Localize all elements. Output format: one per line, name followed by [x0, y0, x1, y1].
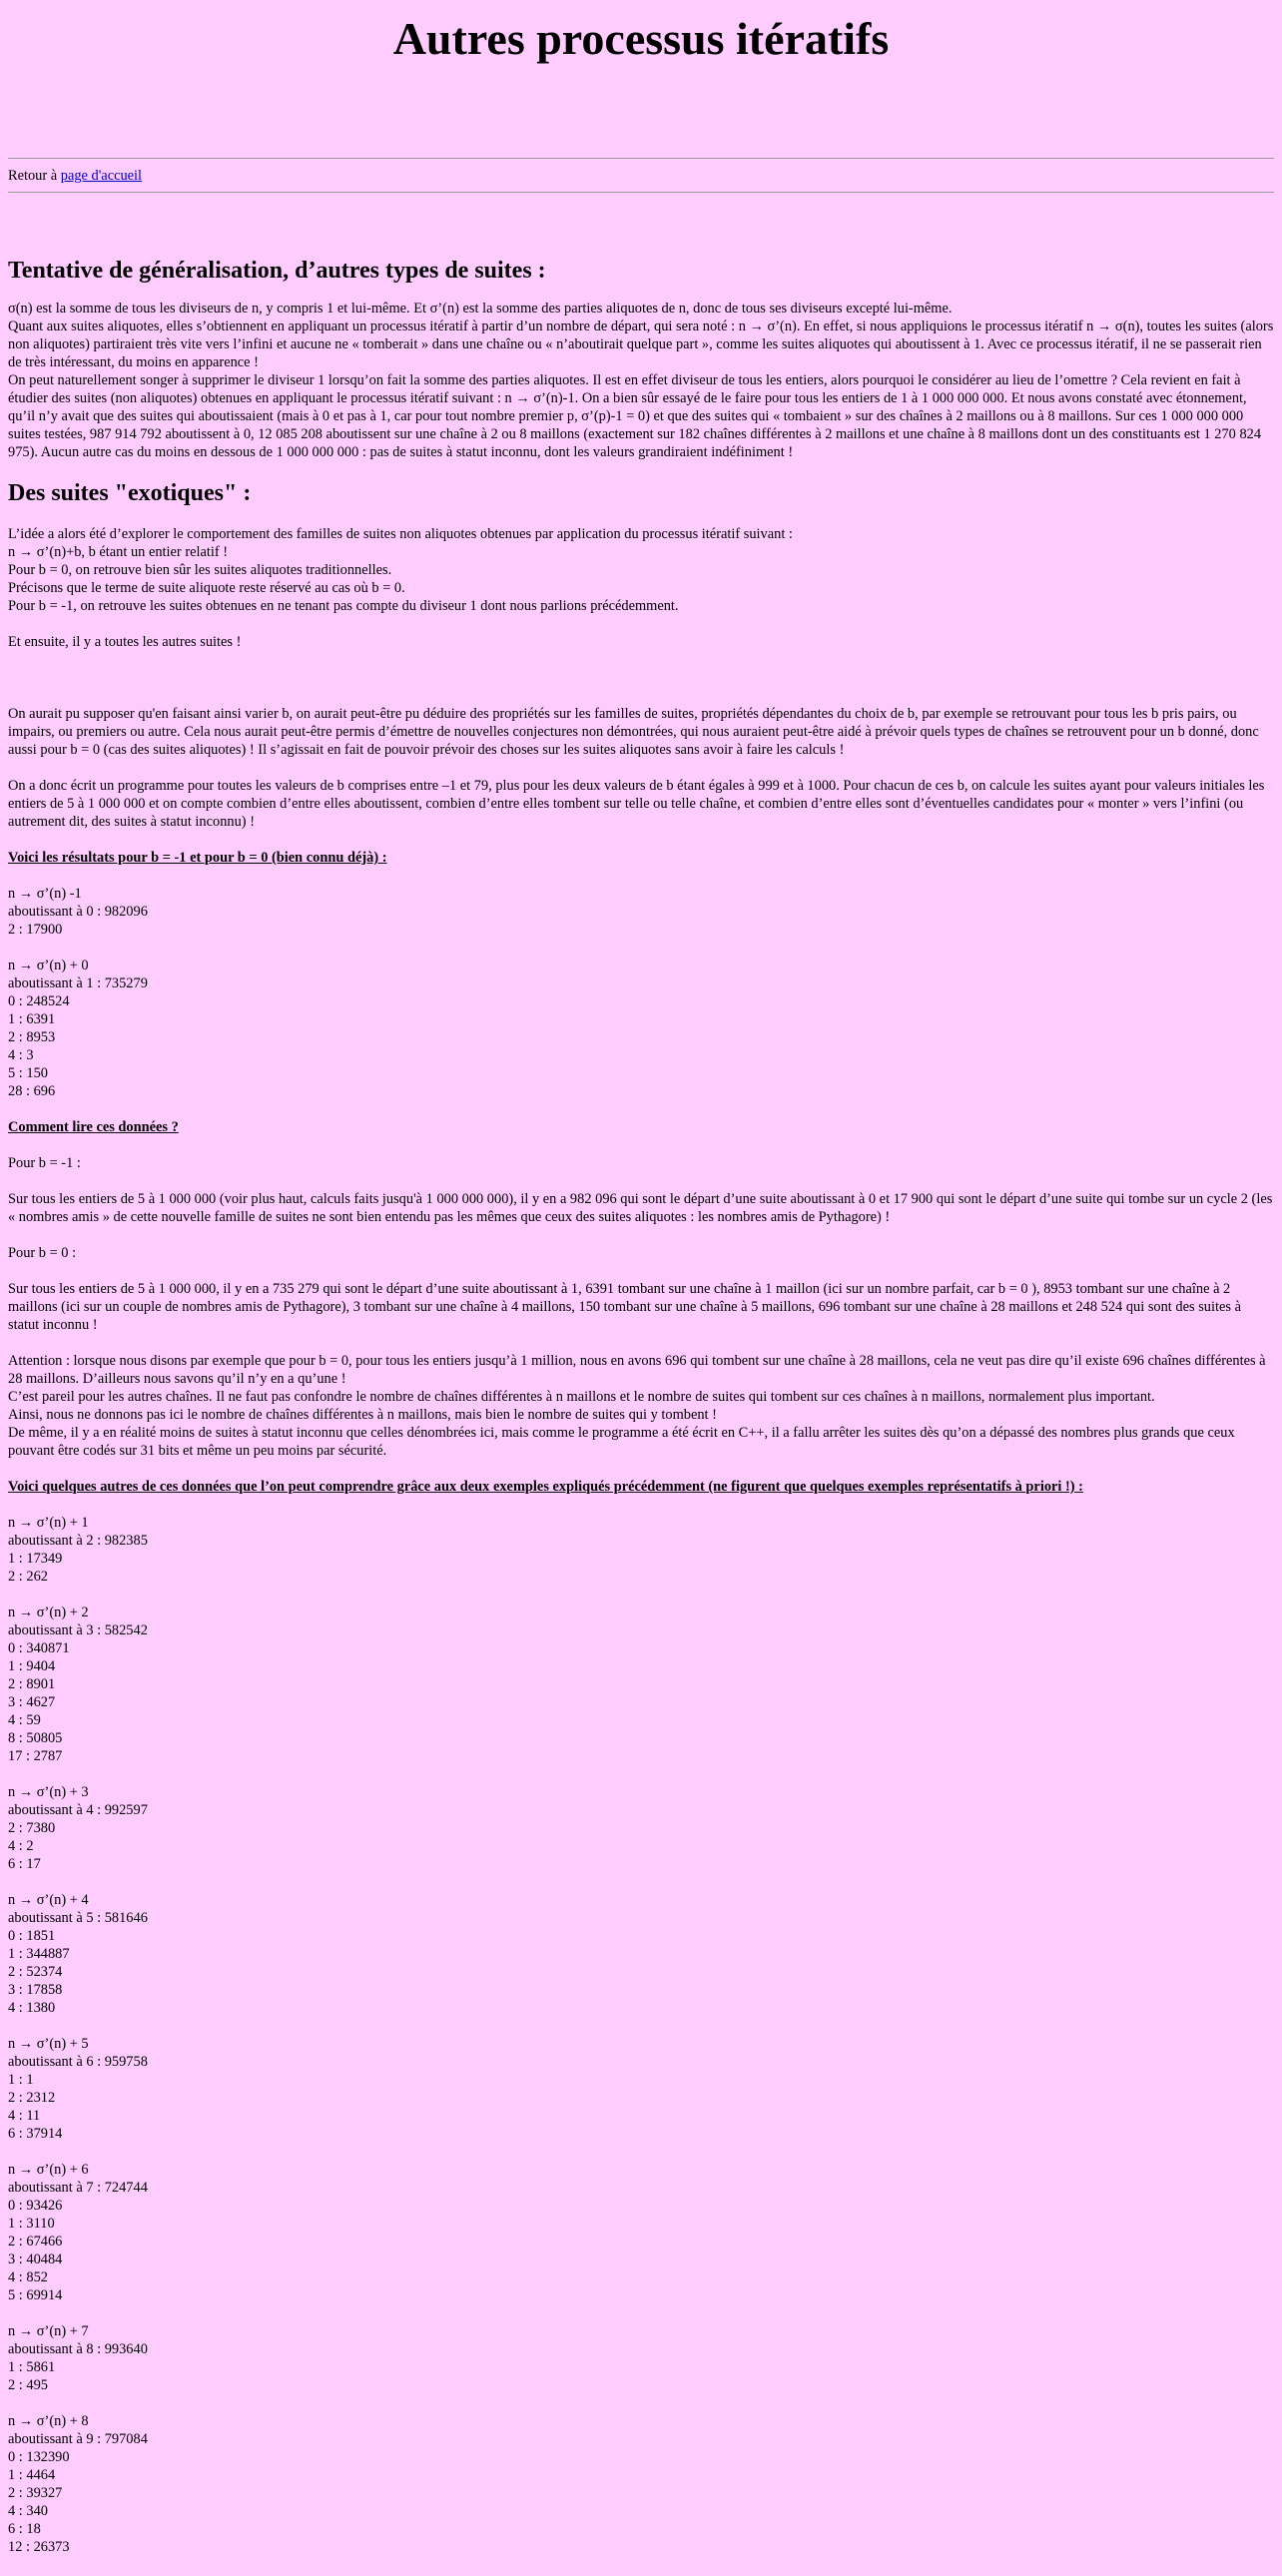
result-formula: n → σ’(n) + 7: [8, 2323, 89, 2339]
result-formula: n → σ’(n) -1: [8, 886, 82, 902]
result-formula: n → σ’(n) + 6: [8, 2162, 89, 2178]
result-line: 12 : 26373: [8, 2539, 70, 2555]
result-line: 8 : 50805: [8, 1730, 63, 1746]
result-line: 17 : 2787: [8, 1748, 63, 1764]
suppose-paragraph: On aurait pu supposer qu'en faisant ainsi varier b, on aurait peut-être pu déduire des propriétés sur les familles de suites, propriétés dépendantes du choix de b, par exemple se retrouvant pour tous les b pris pairs, ou impairs, ou premiers ou autre. Cela nous aurait peut-être permis d’émettre de nouvelles conjectures non démontrées, qui nous auraient peut-être aidé à prévoir quels types de chaînes se retrouvent pour un b donné, donc aussi pour b = 0 (cas des suites aliquotes) ! Il s’agissait en fait de pouvoir prévoir des choses sur les suites aliquotes sans avoir à faire les calculs !: [8, 706, 1259, 758]
result-line: 1 : 6391: [8, 1011, 56, 1027]
back-nav-prefix: Retour à: [8, 168, 61, 184]
result-formula: n → σ’(n) + 2: [8, 1605, 89, 1620]
program-paragraph: On a donc écrit un programme pour toutes les valeurs de b comprises entre –1 et 79, plus pour les deux valeurs de b étant égales à 999 et à 1000. Pour chacun de ces b, on calcule les suites ayant pour valeurs initiales les entiers de 5 à 1 000 000 et on compte combien d’entre elles aboutissent, combien d’entre elles tombent sur telle ou telle chaîne, et combien d’entre elles sont d’éventuelles candidates pour « monter » vers l’infini (ou autrement dit, des suites à statut inconnu) !: [8, 778, 1265, 830]
result-line: 2 : 52374: [8, 1964, 63, 1980]
result-line: 2 : 39327: [8, 2485, 63, 2501]
result-line: aboutissant à 7 : 724744: [8, 2180, 148, 2196]
generalisation-line: σ(n) est la somme de tous les diviseurs de n, y compris 1 et lui-même. Et σ’(n) est la somme des parties aliquotes de n, donc de tous ses diviseurs excepté lui-même.: [8, 301, 953, 317]
result-line: 2 : 8953: [8, 1029, 56, 1045]
result-line: 4 : 852: [8, 2269, 48, 2285]
intro-line: Pour b = 0, on retrouve bien sûr les suites aliquotes traditionnelles.: [8, 562, 392, 578]
spacer: [8, 669, 1274, 705]
attention-line: C’est pareil pour les autres chaînes. Il ne faut pas confondre le nombre de chaînes différentes à n maillons et le nombre de suites qui tombent sur ces chaînes à n maillons, normalement plus important.: [8, 1389, 1155, 1405]
attention-line: De même, il y a en réalité moins de suites à statut inconnu que celles dénombrées ici, mais comme le programme a été écrit en C++, il a fallu arrêter les suites dès qu’on a dépassé des nombres plus grands que ceux pouvant être codés sur 31 bits et même un peu moins par sécurité.: [8, 1425, 1235, 1459]
results-more-list: [8, 1514, 1274, 2556]
result-line: 0 : 248524: [8, 993, 70, 1009]
result-block: [8, 957, 1274, 1100]
results-heading: Voici les résultats pour b = -1 et pour b = 0 (bien connu déjà) :: [8, 850, 387, 866]
b-minus1-label: Pour b = -1 :: [8, 1155, 81, 1171]
section-heading-exotic: Des suites "exotiques" :: [8, 480, 252, 506]
result-formula: n → σ’(n) + 3: [8, 1784, 89, 1800]
intro-line: n → σ’(n)+b, b étant un entier relatif !: [8, 544, 229, 560]
result-line: 1 : 1: [8, 2072, 34, 2088]
result-line: 6 : 37914: [8, 2126, 63, 2142]
result-line: 2 : 17900: [8, 922, 63, 938]
result-block: [8, 2035, 1274, 2143]
result-block: [8, 1783, 1274, 1873]
intro-line: Précisons que le terme de suite aliquote reste réservé au cas où b = 0.: [8, 580, 405, 596]
result-formula: n → σ’(n) + 5: [8, 2036, 89, 2052]
result-line: 1 : 9404: [8, 1658, 56, 1674]
result-line: 4 : 3: [8, 1047, 34, 1063]
result-line: 4 : 59: [8, 1712, 41, 1728]
result-line: 1 : 5861: [8, 2359, 56, 2375]
result-line: 2 : 2312: [8, 2090, 56, 2106]
result-block: [8, 2161, 1274, 2304]
result-line: 4 : 1380: [8, 2000, 56, 2016]
result-line: 2 : 262: [8, 1569, 48, 1585]
generalisation-line: Quant aux suites aliquotes, elles s’obtiennent en appliquant un processus itératif à partir d’un nombre de départ, qui sera noté : n → σ’(n). En effet, si nous appliquions le processus itératif n → σ(n), toutes les suites (alors non aliquotes) partiraient très vite vers l’infini et aucune ne « tomberait » dans une chaîne ou « n’aboutirait quelque part », comme les suites aliquotes qui aboutissent à 1. Avec ce processus itératif, il ne se passerait rien de très intéressant, du moins en apparence !: [8, 319, 1274, 370]
intro-line: L’idée a alors été d’explorer le comportement des familles de suites non aliquotes obtenues par application du processus itératif suivant :: [8, 526, 793, 542]
result-line: aboutissant à 4 : 992597: [8, 1802, 148, 1818]
result-line: 5 : 69914: [8, 2287, 63, 2303]
result-line: 0 : 1851: [8, 1928, 56, 1944]
result-line: aboutissant à 9 : 797084: [8, 2431, 148, 2447]
result-block: [8, 1514, 1274, 1586]
result-line: 1 : 3110: [8, 2216, 55, 2232]
result-line: 5 : 150: [8, 1065, 48, 1081]
attention-line: Ainsi, nous ne donnons pas ici le nombre de chaînes différentes à n maillons, mais bien le nombre de suites qui y tombent !: [8, 1407, 717, 1423]
result-line: 6 : 18: [8, 2521, 41, 2537]
result-line: 1 : 4464: [8, 2467, 56, 2483]
result-formula: n → σ’(n) + 0: [8, 958, 89, 973]
result-line: 1 : 17349: [8, 1551, 63, 1567]
b0-text: Sur tous les entiers de 5 à 1 000 000, il y en a 735 279 qui sont le départ d’une suite aboutissant à 1, 6391 tombant sur une chaîne à 1 maillon (ici sur un nombre parfait, car b = 0 ), 8953 tombant sur une chaîne à 2 maillons (ici sur un couple de nombres amis de Pythagore), 3 tombant sur une chaîne à 4 maillons, 150 tombant sur une chaîne à 5 maillons, 696 tombant sur une chaîne à 28 maillons et 248 524 qui sont des suites à statut inconnu !: [8, 1281, 1241, 1333]
result-line: 0 : 93426: [8, 2198, 63, 2214]
result-line: aboutissant à 6 : 959758: [8, 2054, 148, 2070]
home-page-link[interactable]: page d'accueil: [60, 168, 143, 184]
result-line: 4 : 2: [8, 1838, 34, 1854]
result-formula: n → σ’(n) + 4: [8, 1892, 89, 1908]
result-block: [8, 885, 1274, 939]
result-formula: n → σ’(n) + 1: [8, 1515, 89, 1531]
result-line: 4 : 340: [8, 2503, 48, 2519]
result-line: aboutissant à 5 : 581646: [8, 1910, 148, 1926]
result-line: aboutissant à 1 : 735279: [8, 975, 148, 991]
exotic-intro-paragraph: [8, 525, 1274, 615]
back-nav: [8, 159, 1274, 192]
b-minus1-text: Sur tous les entiers de 5 à 1 000 000 (voir plus haut, calculs faits jusqu'à 1 000 000 000), il y en a 982 096 qui sont le départ d’une suite aboutissant à 0 et 17 900 qui sont le départ d’une suite qui tombe sur un cycle 2 (les « nombres amis » de cette nouvelle famille de suites ne sont bien entendu pas les mêmes que ceux des suites aliquotes : les nombres amis de Pythagore) !: [8, 1191, 1273, 1225]
result-line: 6 : 17: [8, 1856, 41, 1872]
generalisation-line: On peut naturellement songer à supprimer le diviseur 1 lorsqu’on fait la somme des parties aliquotes. Il est en effet diviseur de tous les entiers, alors pourquoi le considérer au lieu de l’omettre ? Cela revient en fait à étudier des suites (non aliquotes) obtenues en appliquant le processus itératif suivant : n → σ’(n)-1. On a bien sûr essayé de le faire pour tous les entiers de 1 à 1 000 000 000. Et nous avons constaté avec étonnement, qu’il n’y avait que des suites qui aboutissaient (mais à 0 et pas à 1, car pour tout nombre premier p, σ’(p)-1 = 0) et que des suites qui « tombaient » sur des chaînes à 2 maillons ou à 8 maillons. Sur ces 1 000 000 000 suites testées, 987 914 792 aboutissent à 0, 12 085 208 aboutissent sur une chaîne à 2 ou 8 maillons (exactement sur 182 chaînes différentes à 2 maillons et une chaîne à 8 maillons dont un des constituants est 1 270 824 975). Aucun autre cas du moins en dessous de 1 000 000 000 : pas de suites à statut inconnu, dont les valeurs grandiraient indéfiniment !: [8, 372, 1262, 460]
result-line: aboutissant à 3 : 582542: [8, 1622, 148, 1638]
result-block: [8, 1604, 1274, 1765]
how-to-read-heading: Comment lire ces données ?: [8, 1119, 179, 1135]
page: [0, 12, 1282, 2556]
page-title: Autres processus itératifs: [392, 13, 890, 64]
generalisation-paragraph: [8, 300, 1274, 461]
result-line: 2 : 67466: [8, 2234, 63, 2250]
attention-line: Attention : lorsque nous disons par exemple que pour b = 0, pour tous les entiers jusqu’à 1 million, nous en avons 696 qui tombent sur une chaîne à 28 maillons, cela ne veut pas dire qu’il existe 696 chaînes différentes à 28 maillons. D’ailleurs nous savons qu’il n’y en a qu’une !: [8, 1353, 1266, 1387]
attention-paragraph: [8, 1352, 1274, 1460]
result-line: 3 : 40484: [8, 2252, 63, 2267]
result-line: 2 : 495: [8, 2377, 48, 2393]
divider-bottom: [8, 192, 1274, 193]
result-formula: n → σ’(n) + 8: [8, 2413, 89, 2429]
result-line: 0 : 340871: [8, 1640, 70, 1656]
result-line: 1 : 344887: [8, 1946, 70, 1962]
result-line: 0 : 132390: [8, 2449, 70, 2465]
result-line: aboutissant à 2 : 982385: [8, 1533, 148, 1549]
result-line: 3 : 4627: [8, 1694, 56, 1710]
result-line: 3 : 17858: [8, 1982, 63, 1998]
result-block: [8, 2412, 1274, 2556]
more-results-heading: Voici quelques autres de ces données que l’on peut comprendre grâce aux deux exemples expliqués précédemment (ne figurent que quelques exemples représentatifs à priori !) :: [8, 1479, 1083, 1495]
result-block: [8, 2322, 1274, 2394]
intro-line: Pour b = -1, on retrouve les suites obtenues en ne tenant pas compte du diviseur 1 dont nous parlions précédemment.: [8, 598, 679, 614]
result-line: 4 : 11: [8, 2108, 41, 2124]
b0-label: Pour b = 0 :: [8, 1245, 77, 1261]
result-line: aboutissant à 0 : 982096: [8, 904, 148, 920]
result-block: [8, 1891, 1274, 2017]
result-line: 2 : 8901: [8, 1676, 56, 1692]
results-first-list: [8, 885, 1274, 1100]
result-line: 2 : 7380: [8, 1820, 56, 1836]
result-line: aboutissant à 8 : 993640: [8, 2341, 148, 2357]
section-heading-generalisation: Tentative de généralisation, d’autres types de suites :: [8, 258, 546, 284]
other-sequences-text: Et ensuite, il y a toutes les autres suites !: [8, 634, 242, 650]
result-line: 28 : 696: [8, 1083, 56, 1099]
